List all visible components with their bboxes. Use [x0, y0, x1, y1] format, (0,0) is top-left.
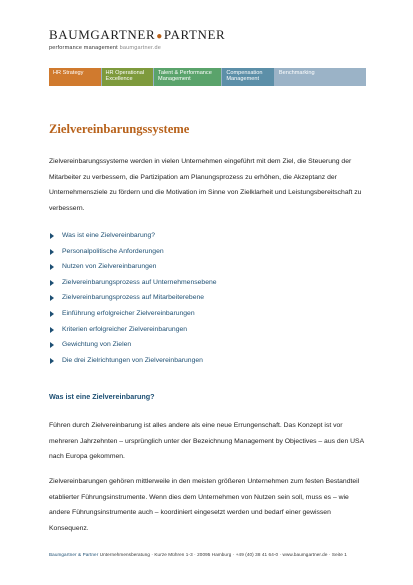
topic-link-einfuehrung[interactable]: Einführung erfolgreicher Zielvereinbarungen — [49, 306, 217, 322]
topic-link-prozess-mitarbeiterebene[interactable]: Zielvereinbarungsprozess auf Mitarbeiterebene — [49, 290, 217, 306]
topic-link-kriterien[interactable]: Kriterien erfolgreicher Zielvereinbarungen — [49, 322, 217, 338]
triangle-arrow-icon — [50, 327, 54, 333]
triangle-arrow-icon — [50, 233, 54, 239]
topic-link-was-ist[interactable]: Was ist eine Zielvereinbarung? — [49, 228, 217, 244]
nav-tab-compensation-management[interactable]: Compensation Management — [222, 68, 274, 86]
body-paragraph-2: Zielvereinbarungen gehören mittlerweile in den meisten größeren Unternehmen zum festen Bestandteil etablierter Führungsinstrumente. Wenn dies dem Unternehmen von Nutzen sein soll, muss es – wie andere Führungsinstrumente auch – koordiniert eingesetzt werden und bedarf einer gewissen Konsequenz. — [49, 478, 360, 532]
nav-tab-hr-strategy[interactable]: HR Strategy — [49, 68, 101, 86]
footer-page-number: Seite 1 — [331, 552, 347, 557]
page-title: Zielvereinbarungssysteme — [49, 122, 190, 136]
topic-link-zielrichtungen[interactable]: Die drei Zielrichtungen von Zielvereinbarungen — [49, 353, 217, 369]
triangle-arrow-icon — [50, 264, 54, 270]
company-logo[interactable] — [49, 28, 225, 51]
nav-tab-benchmarking[interactable]: Benchmarking — [275, 68, 366, 86]
topic-link-prozess-unternehmensebene[interactable]: Zielvereinbarungsprozess auf Unternehmensebene — [49, 275, 217, 291]
main-navigation — [49, 68, 366, 86]
logo-separator-dot: ● — [156, 31, 163, 42]
footer-brand: Baumgartner & Partner — [49, 552, 99, 557]
nav-tab-hr-operational-excellence[interactable]: HR Operational Excellence — [102, 68, 154, 86]
triangle-arrow-icon — [50, 342, 54, 348]
body-paragraph-1: Führen durch Zielvereinbarung ist alles andere als eine neue Errungenschaft. Das Konzept ist vor mehreren Jahrzehnten – ursprünglich unter der Bezeichnung Management by Objectives – aus den USA nach Europa gekommen. — [49, 422, 364, 461]
section-heading: Was ist eine Zielvereinbarung? — [49, 392, 155, 401]
page-footer — [49, 552, 347, 557]
intro-paragraph: Zielvereinbarungssysteme werden in vielen Unternehmen eingeführt mit dem Ziel, die Steuerung der Mitarbeiter zu verbessern, die Partizipation am Planungsprozess zu erhöhen, die Akzeptanz der Unternehmensziele zu fördern und die Motivation im Sinne von Zielklarheit und Leistungsbereitschaft zu verbessern. — [49, 158, 362, 212]
triangle-arrow-icon — [50, 295, 54, 301]
footer-address: Unternehmensberatung · Kurze Mühren 1-3 · 20095 Hamburg · +49 (40) 38 41 64-0 · www.baumgartner.de — [99, 552, 328, 557]
topic-link-list — [49, 228, 217, 368]
triangle-arrow-icon — [50, 311, 54, 317]
logo-wordmark: BAUMGARTNER●PARTNER — [49, 27, 226, 42]
triangle-arrow-icon — [50, 358, 54, 364]
triangle-arrow-icon — [50, 280, 54, 286]
footer-separator: · — [328, 552, 331, 557]
topic-link-gewichtung[interactable]: Gewichtung von Zielen — [49, 337, 217, 353]
nav-tab-talent-performance-management[interactable]: Talent & Performance Management — [154, 68, 221, 86]
triangle-arrow-icon — [50, 249, 54, 255]
topic-link-nutzen[interactable]: Nutzen von Zielvereinbarungen — [49, 259, 217, 275]
topic-link-anforderungen[interactable]: Personalpolitische Anforderungen — [49, 244, 217, 260]
logo-tagline: performance management baumgartner.de — [49, 45, 161, 51]
